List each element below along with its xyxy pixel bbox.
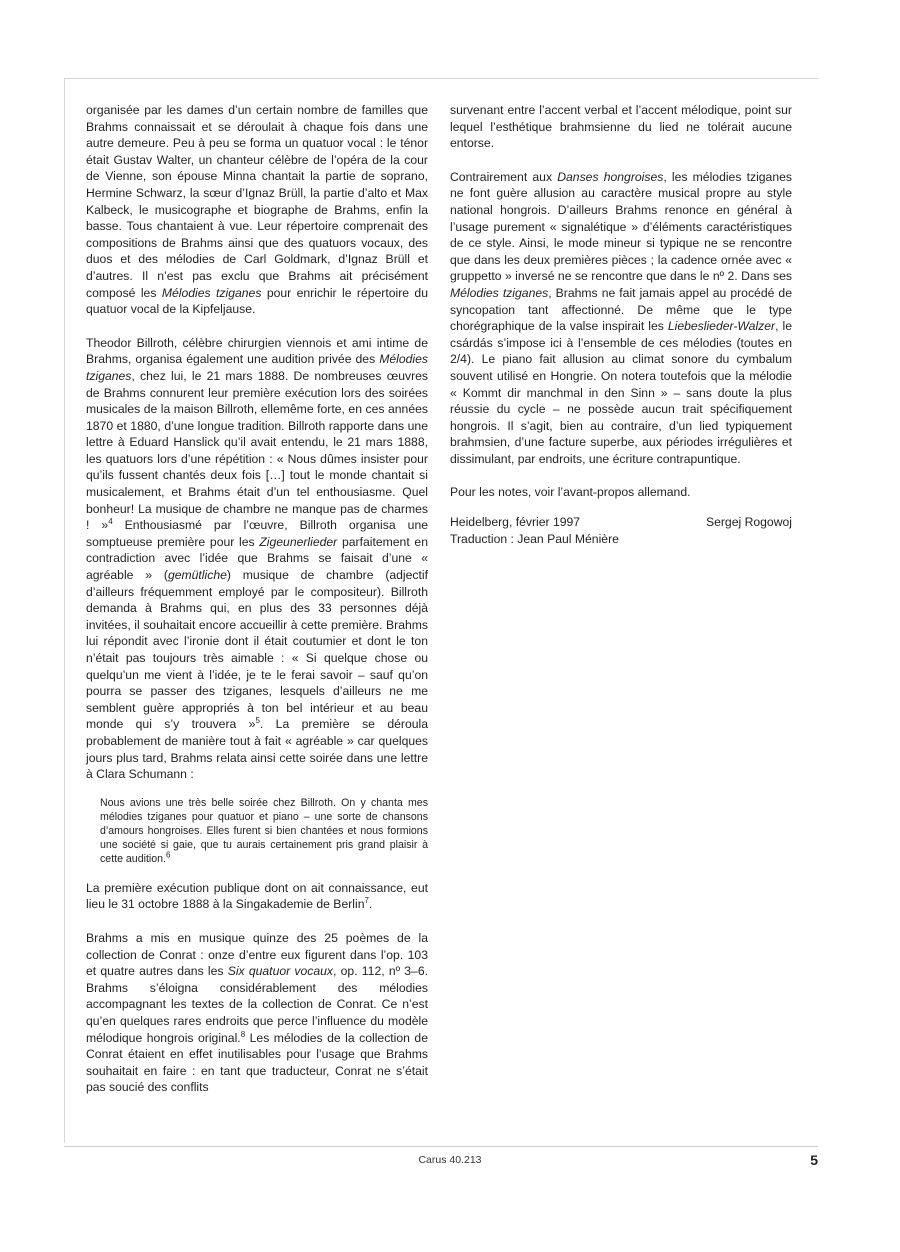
footnote-ref: 4	[108, 517, 113, 527]
footnote-ref: 5	[255, 716, 260, 726]
footer-rule	[64, 1146, 818, 1147]
notes-reference: Pour les notes, voir l’avant-propos allemand.	[450, 485, 691, 500]
footnote-ref: 8	[240, 1029, 246, 1039]
signature-row	[450, 514, 792, 531]
right-paragraph-2: Contrairement aux Danses hongroises, les mélodies tziganes ne font guère allusion au caractère musical propre au style national hongrois. D’ailleurs Brahms renonce en général à l’usage purement « signalétique » d’éléments caractéristiques de ce style. Ainsi, le mode mineur si typique ne se rencontre que dans les deux premières pièces ; la cadence ornée avec « gruppetto » inversé ne se rencontre que dans le nº 2. Dans ses Mélodies tziganes, Brahms ne fait jamais appel au procédé de syncopation tant affectionné. De même que le type chorégraphique de la valse inspirait les Liebeslieder-Walzer, le csárdás s’impose ici à l’ensemble de ces mélodies (toutes en 2/4). Le piano fait allusion au climat sonore du cymbalum souvent utilisé en Hongrie. On notera toutefois que la mélodie « Kommt dir manchmal in den Sinn » – sans doute la plus réussie du cycle – ne possède aucun trait spécifiquement hongrois. Il s’agit, bien au contraire, d’un lied typiquement brahmsien, d’une facture superbe, aux périodes irrégulières et dissimulant, par endroits, une écriture contrapuntique.	[450, 169, 792, 466]
left-paragraph-1: organisée par les dames d’un certain nombre de familles que Brahms connaissait et se déroulait à chaque fois dans une autre demeure. Peu à peu se forma un quatuor vocal : le ténor était Gustav Walter, un chanteur célèbre de l’opéra de la cour de Vienne, son épouse Minna chantait la partie de soprano, Hermine Schwarz, la sœur d’Ignaz Brüll, la partie d’alto et Max Kalbeck, le musicographe et biographe de Brahms, enfin la basse. Tous chantaient à vue. Leur répertoire comprenait des compositions de Brahms ainsi que des quatuors vocaux, des duos et des mélodies de Carl Goldmark, d’Ignaz Brüll et d’autres. Il n’est pas exclu que Brahms ait précisément composé les Mélodies tziganes pour enrichir le répertoire du quatuor vocal de la Kipfeljause.	[86, 103, 428, 317]
page-number: 5	[810, 1152, 818, 1168]
block-quote: Nous avions une très belle soirée chez Billroth. On y chanta mes mélodies tziganes pour quatuor et piano – une sorte de chansons d’amours hongroises. Elles furent si bien chantées et nous formions une société si gaie, que tu aurais certainement pris grand plaisir à cette audition.$^6$	[100, 796, 428, 865]
catalog-number: Carus 40.213	[418, 1154, 482, 1166]
left-column	[86, 102, 428, 1113]
footnote-ref: 6	[165, 850, 171, 860]
place-date: Heidelberg, février 1997	[450, 515, 581, 530]
footnote-ref: 7	[364, 896, 369, 906]
author-name: Sergej Rogowoj	[705, 515, 792, 530]
left-paragraph-2: Theodor Billroth, célèbre chirurgien viennois et ami intime de Brahms, organisa également une audition privée des Mélodies tziganes, chez lui, le 21 mars 1888. De nombreuses œuvres de Brahms connurent leur première exécution lors des soirées musicales de la maison Billroth, ellemême forte, en ces années 1870 et 1880, d’une longue tradition. Billroth rapporte dans une lettre à Eduard Hanslick qu’il avait entendu, le 21 mars 1888, les quatuors lors d’une répétition : « Nous dûmes insister pour qu’ils fussent chantés deux fois […] tout le monde chantait si musicalement, et Brahms était d’un tel enthousiasme. Quel bonheur! La musique de chambre ne manque pas de charmes ! »$^4$ Enthousiasmé par l’œuvre, Billroth organisa une somptueuse première pour les Zigeunerlieder parfaitement en contradiction avec l’idée que Brahms se faisait d’une « agréable » (gemütliche) musique de chambre (adjectif d’ailleurs fréquemment employé par le compositeur). Billroth demanda à Brahms qui, en plus des 33 personnes déjà invitées, il souhaitait encore accueillir à cette première. Brahms lui répondit avec l’ironie dont il était coutumier et dont le ton n’était pas toujours très aimable : « Si quelque chose ou quelqu’un me vient à l’idée, je te le ferai savoir – sauf qu’on pourra se passer des tziganes, lesquels d’ailleurs ne me semblent guère appropriés à ton bel intérieur et au beau monde qui s’y trouvera »$^5$. La première se déroula probablement de manière tout à fait « agréable » car quelques jours plus tard, Brahms relata ainsi cette soirée dans une lettre à Clara Schumann :	[86, 335, 428, 782]
left-paragraph-3: La première exécution publique dont on ait connaissance, eut lieu le 31 octobre 1888 à la Singakademie de Berlin$^7$.	[86, 880, 428, 912]
translator-credit: Traduction : Jean Paul Ménière	[450, 531, 619, 546]
right-column	[450, 102, 792, 564]
right-paragraph-1: survenant entre l’accent verbal et l’accent mélodique, point sur lequel l’esthétique brahmsienne du lied ne tolérait aucune entorse.	[450, 103, 792, 151]
left-paragraph-4: Brahms a mis en musique quinze des 25 poèmes de la collection de Conrat : onze d’entre eux figurent dans l’op. 103 et quatre autres dans les Six quatuor vocaux, op. 112, nº 3–6. Brahms s’éloigna considérablement des mélodies accompagnant les textes de la collection de Conrat. Ce n’est qu’en quelques rares endroits que perce l’influence du modèle mélodique hongrois original.$^8$ Les mélodies de la collection de Conrat étaient en effet inutilisables pour l’usage que Brahms souhaitait en faire : en tant que traducteur, Conrat ne s’était pas soucié des conflits	[86, 930, 428, 1095]
